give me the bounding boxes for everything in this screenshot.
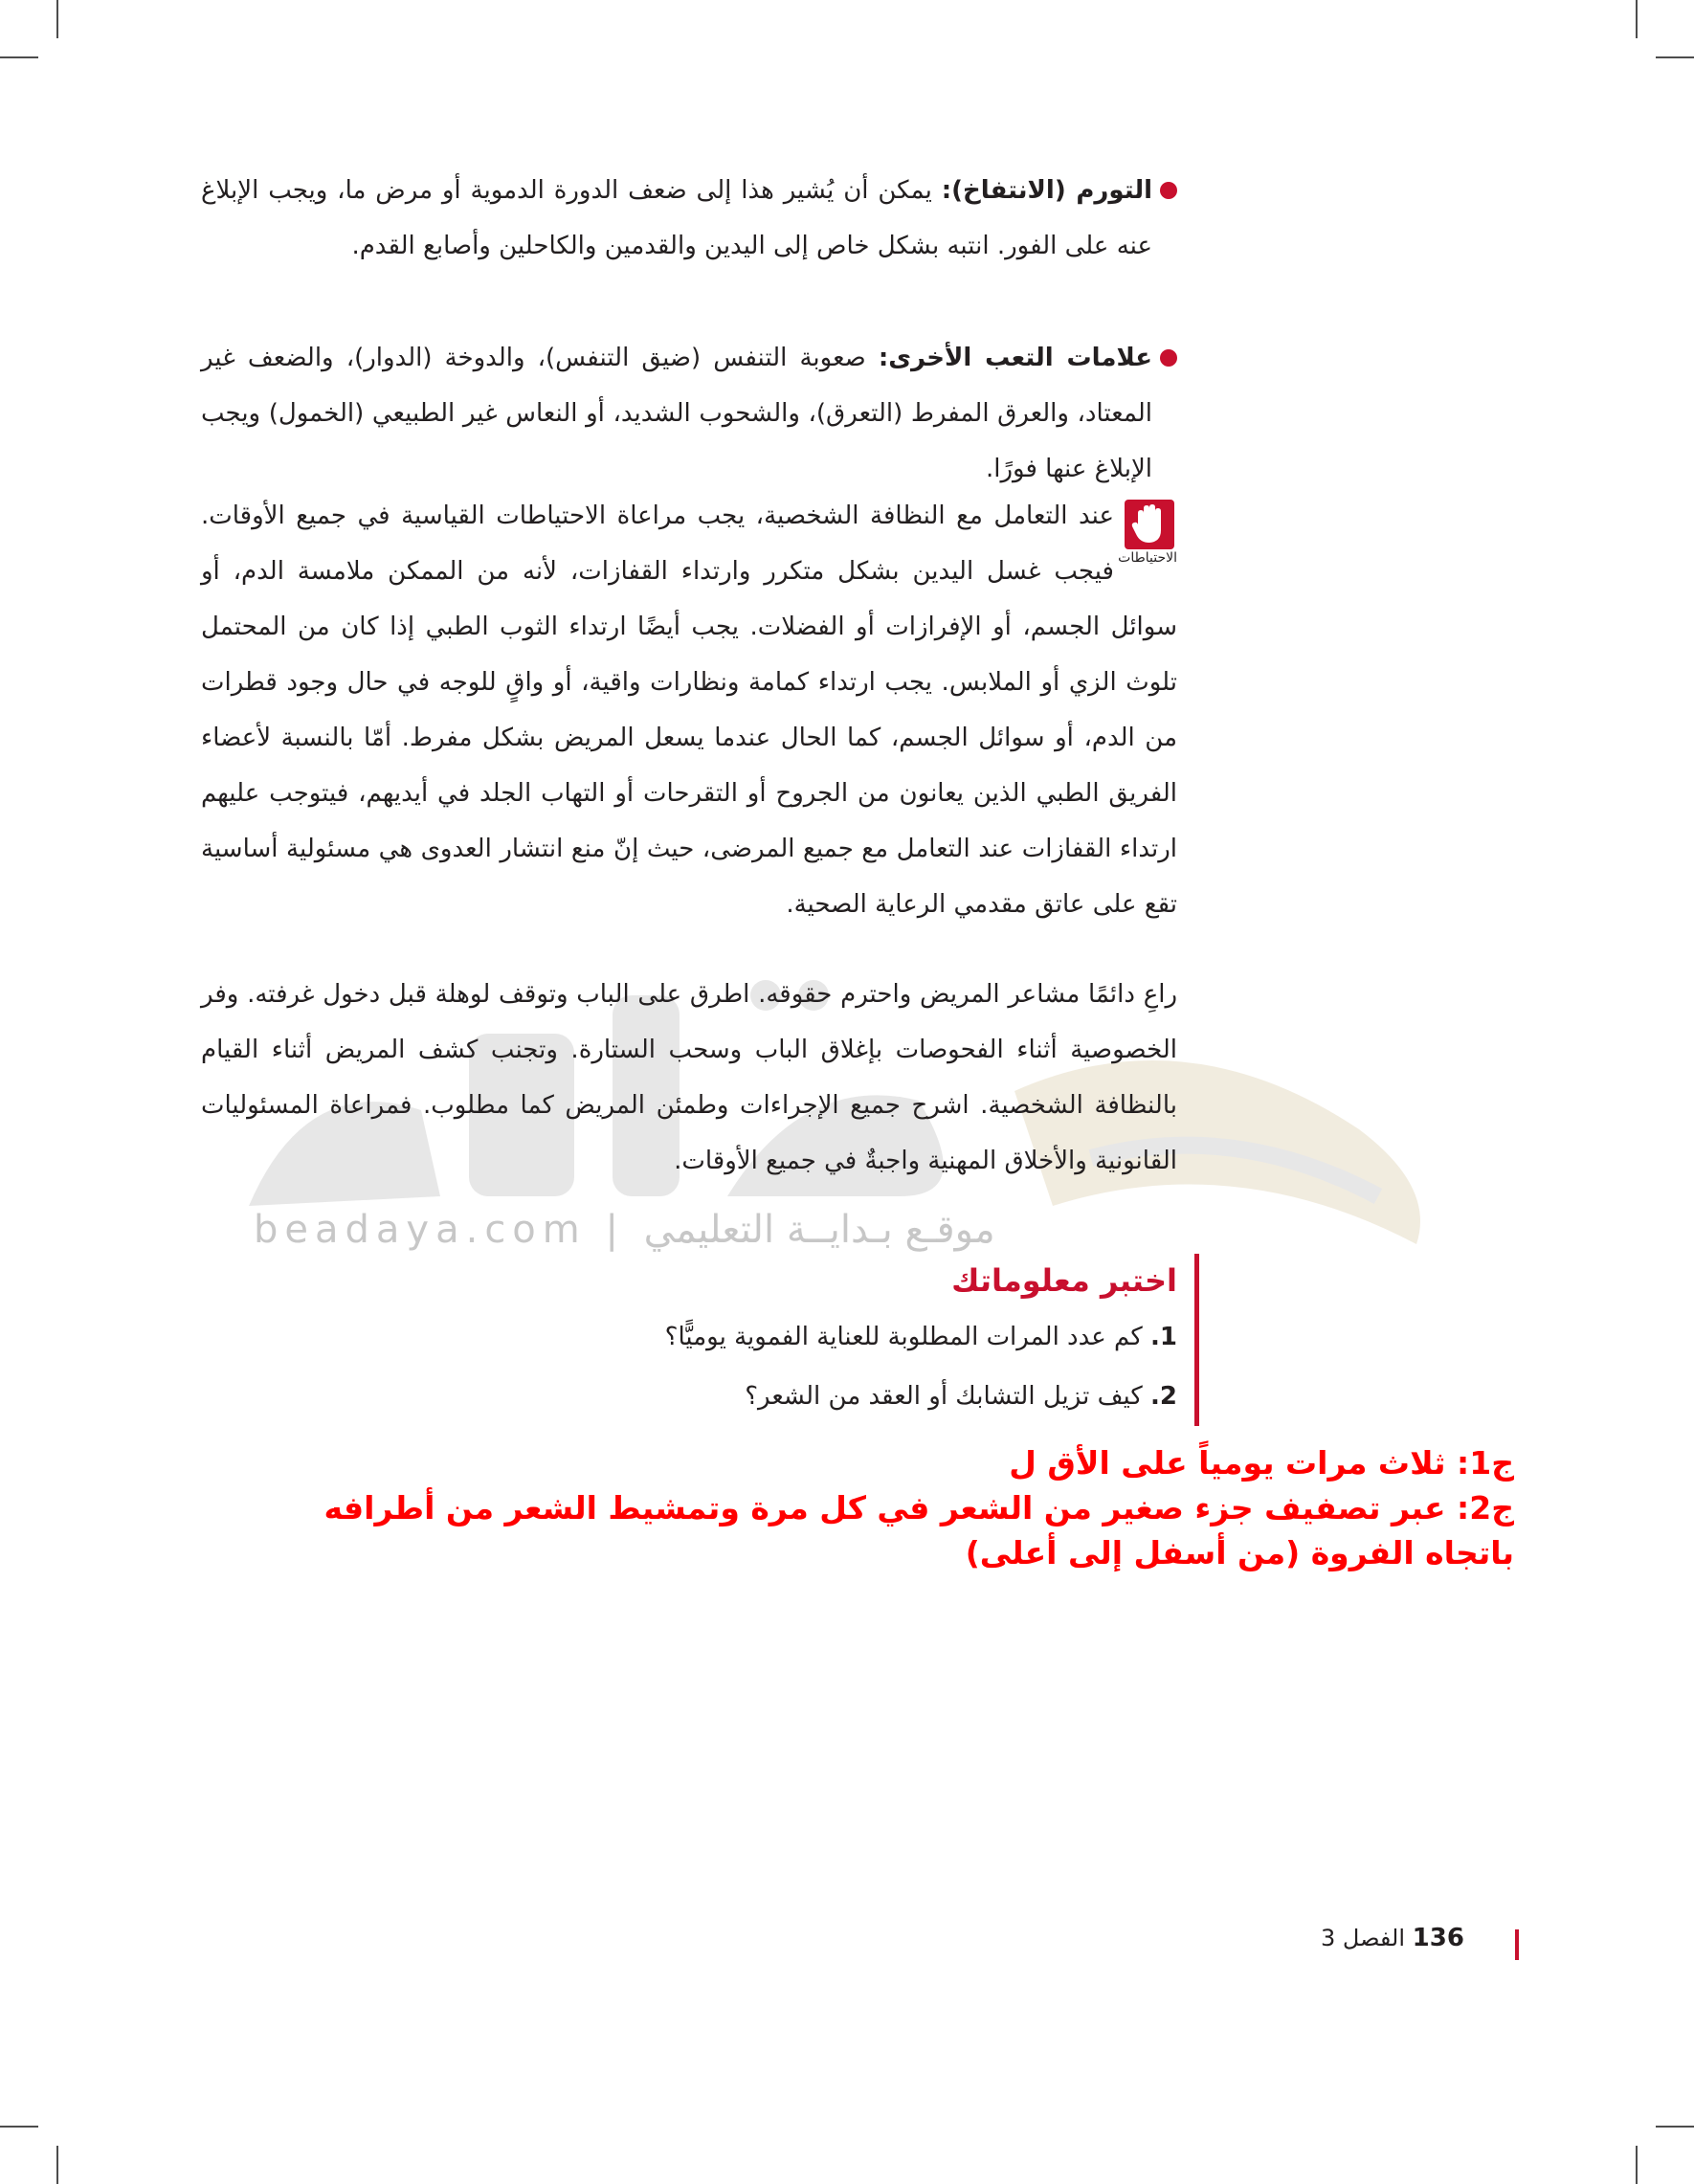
crop-mark [1636, 0, 1638, 38]
bullet-fatigue-signs [201, 330, 1177, 497]
page-number: 136 [1412, 1924, 1464, 1952]
crop-mark [56, 2146, 58, 2184]
bullet-swelling [201, 163, 1177, 274]
bullet-text: صعوبة التنفس (ضيق التنفس)، والدوخة (الدوار)، والضعف غير المعتاد، والعرق المفرط (التعرق)، والشحوب الشديد، أو النعاس غير الطبيعي (الخمول) ويجب الإبلاغ عنها فورًا. [201, 344, 1152, 483]
bullet-text: يمكن أن يُشير هذا إلى ضعف الدورة الدموية أو مرض ما، ويجب الإبلاغ عنه على الفور. انتبه بشكل خاص إلى اليدين والقدمين والكاحلين وأصابع القدم. [201, 176, 1152, 260]
bullet-dot [1160, 182, 1177, 199]
answers-block [306, 1440, 1514, 1575]
quiz-box [536, 1254, 1199, 1426]
answer-1: ج1: ثلاث مرات يومياً على الأق ل [1009, 1444, 1514, 1482]
respect-paragraph [201, 967, 1177, 1189]
caution-label: الاحتياطات [1118, 550, 1177, 566]
bullet-label: التورم (الانتفاخ): [941, 176, 1152, 205]
question-number: 2. [1150, 1382, 1177, 1411]
caution-badge [1118, 500, 1177, 567]
bullet-dot [1160, 349, 1177, 367]
quiz-question [536, 1307, 1177, 1367]
stop-hand-icon [1125, 500, 1174, 549]
chapter-label: الفصل 3 [1321, 1925, 1406, 1951]
question-text: كيف تزيل التشابك أو العقد من الشعر؟ [745, 1382, 1143, 1411]
quiz-title: اختبر معلوماتك [951, 1262, 1177, 1299]
crop-mark [56, 0, 58, 38]
question-text: كم عدد المرات المطلوبة للعناية الفموية يوميًّا؟ [664, 1323, 1143, 1351]
page-footer [1321, 1924, 1464, 1952]
respect-text: راعِ دائمًا مشاعر المريض واحترم حقوقه. اطرق على الباب وتوقف لوهلة قبل دخول غرفته. وفر الخصوصية أثناء الفحوصات بإغلاق الباب وسحب الستارة. وتجنب كشف المريض أثناء القيام بالنظافة الشخصية. اشرح جميع الإجراءات وطمئن المريض كما مطلوب. فمراعاة المسئوليات القانونية والأخلاق المهنية واجبةٌ في جميع الأوقات. [201, 980, 1177, 1175]
crop-mark [1636, 2146, 1638, 2184]
quiz-question [536, 1367, 1177, 1426]
crop-mark [1656, 2126, 1694, 2128]
bullet-label: علامات التعب الأخرى: [878, 344, 1152, 372]
footer-divider [1515, 1929, 1519, 1960]
crop-mark [1656, 56, 1694, 58]
crop-mark [0, 56, 38, 58]
answer-2: ج2: عبر تصفيف جزء صغير من الشعر في كل مرة وتمشيط الشعر من أطرافه باتجاه الفروة (من أسفل إلى أعلى) [323, 1489, 1514, 1571]
question-number: 1. [1150, 1323, 1177, 1351]
caution-text: عند التعامل مع النظافة الشخصية، يجب مراعاة الاحتياطات القياسية في جميع الأوقات. فيجب غسل اليدين بشكل متكرر وارتداء القفازات، لأنه من الممكن ملامسة الدم، أو سوائل الجسم، أو الإفرازات أو الفضلات. يجب أيضًا ارتداء الثوب الطبي إذا كان من المحتمل تلوث الزي أو الملابس. يجب ارتداء كمامة ونظارات واقية، أو واقٍ للوجه في حال وجود قطرات من الدم، أو سوائل الجسم، كما الحال عندما يسعل المريض بشكل مفرط. أمّا بالنسبة لأعضاء الفريق الطبي الذين يعانون من الجروح أو التقرحات أو التهاب الجلد في أيديهم، فيتوجب عليهم ارتداء القفازات عند التعامل مع جميع المرضى، حيث إنّ منع انتشار العدوى هي مسئولية أساسية تقع على عاتق مقدمي الرعاية الصحية. [201, 501, 1177, 919]
caution-paragraph [201, 488, 1177, 932]
crop-mark [0, 2126, 38, 2128]
watermark-text: beadaya.com | موقـع بـدايــة التعليمي [254, 1208, 995, 1252]
